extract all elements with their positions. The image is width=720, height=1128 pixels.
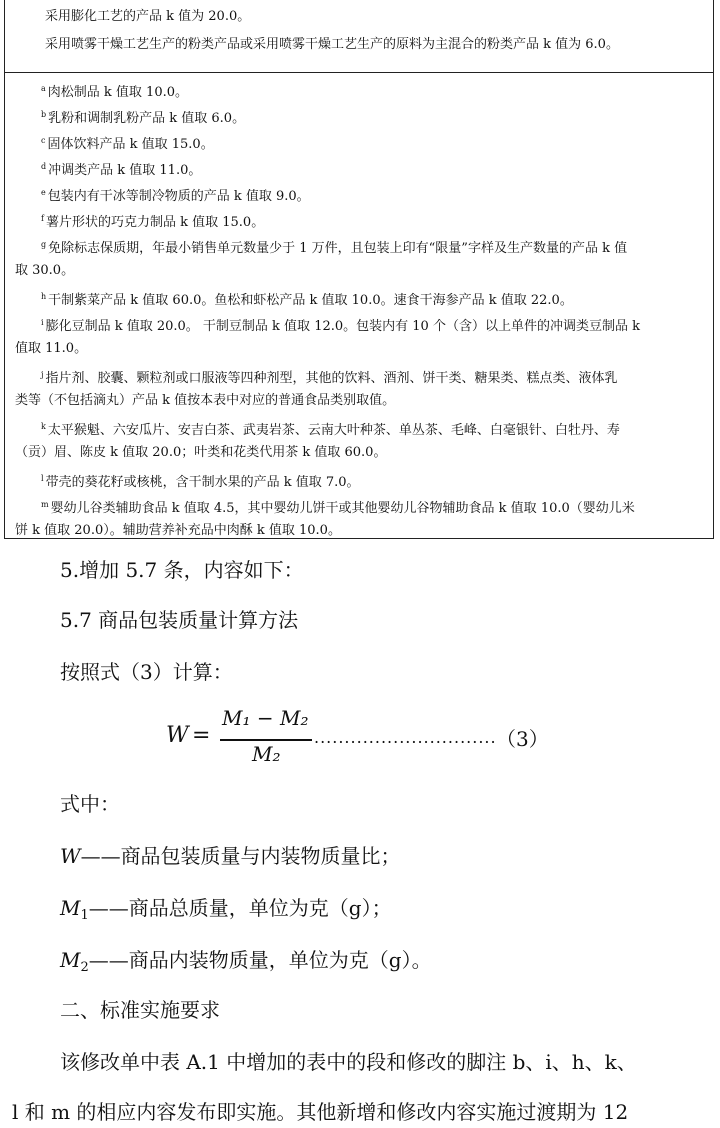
footnote-a: $^a$ 肉松制品 k 值取 10.0。 bbox=[41, 84, 189, 100]
formula-equals: = bbox=[192, 723, 211, 748]
formula-3 bbox=[166, 706, 566, 768]
footnote-d: $^d$ 冲调类产品 k 值取 11.0。 bbox=[41, 162, 202, 178]
definition-w: W——商品包装质量与内装物质量比； bbox=[60, 844, 401, 868]
paragraph-implementation-1: 该修改单中表 A.1 中增加的表中的段和修改的脚注 b、i、h、k、 bbox=[60, 1050, 637, 1074]
footnote-k-cont: （贡）眉、陈皮 k 值取 20.0；叶类和花类代用茶 k 值取 60.0。 bbox=[15, 445, 387, 460]
fraction-bar bbox=[220, 739, 312, 741]
table-row-text: 采用膨化工艺的产品 k 值为 20.0。 bbox=[45, 9, 251, 24]
footnote-m-cont: 饼 k 值取 20.0）。辅助营养补充品中肉酥 k 值取 10.0。 bbox=[15, 523, 341, 538]
definition-m2: $M_2——$商品内装物质量，单位为克（g）。 bbox=[60, 948, 432, 975]
footnote-h: $^h$ 干制紫菜产品 k 值取 60.0。鱼松和虾松产品 k 值取 10.0。速食干海参产品 k 值取 22.0。 bbox=[41, 292, 573, 308]
footnote-g-cont: 取 30.0。 bbox=[15, 263, 75, 278]
paragraph-implementation-2: l 和 m 的相应内容发布即实施。其他新增和修改内容实施过渡期为 12 bbox=[12, 1100, 629, 1124]
table-top-row bbox=[5, 0, 713, 73]
formula-numerator: M₁ − M₂ bbox=[222, 706, 309, 730]
table-row-text: 采用喷雾干燥工艺生产的粉类产品或采用喷雾干燥工艺生产的原料为主混合的粉类产品 k 值为 6.0。 bbox=[45, 37, 619, 52]
formula-lhs: W bbox=[166, 723, 189, 748]
formula-number: （3） bbox=[496, 727, 549, 751]
paragraph-add-clause: 5.增加 5.7 条，内容如下： bbox=[60, 558, 304, 582]
footnote-b: $^b$ 乳粉和调制乳粉产品 k 值取 6.0。 bbox=[41, 110, 246, 126]
footnote-l: $^l$ 带壳的葵花籽或核桃，含干制水果的产品 k 值取 7.0。 bbox=[41, 474, 360, 490]
paragraph-calc-intro: 按照式（3）计算： bbox=[60, 660, 233, 684]
formula-leader-dots: .............................. bbox=[314, 728, 497, 747]
footnote-f: $^f$ 薯片形状的巧克力制品 k 值取 15.0。 bbox=[41, 214, 265, 230]
footnote-j-cont: 类等（不包括滴丸）产品 k 值按本表中对应的普通食品类别取值。 bbox=[15, 393, 396, 408]
section-heading-5-7: 5.7 商品包装质量计算方法 bbox=[60, 608, 299, 632]
footnote-i: $^i$ 膨化豆制品 k 值取 20.0。 干制豆制品 k 值取 12.0。包装内有 10 个（含）以上单件的冲调类豆制品 k bbox=[41, 318, 640, 334]
footnote-m: $^m$ 婴幼儿谷类辅助食品 k 值取 4.5，其中婴幼儿饼干或其他婴幼儿谷物辅助食品 k 值取 10.0（婴幼儿米 bbox=[41, 500, 635, 516]
footnote-k: $^k$ 太平猴魁、六安瓜片、安吉白茶、武夷岩茶、云南大叶种茶、单丛茶、毛峰、白毫银针、白牡丹、寿 bbox=[41, 422, 620, 438]
formula-denominator: M₂ bbox=[252, 742, 281, 766]
definition-m1: $M_1——$商品总质量，单位为克（g）； bbox=[60, 896, 392, 923]
footnote-table bbox=[4, 0, 714, 539]
footnote-g: $^g$ 免除标志保质期，年最小销售单元数量少于 1 万件，且包装上印有“限量”字样及生产数量的产品 k 值 bbox=[41, 240, 628, 256]
footnote-j: $^j$ 指片剂、胶囊、颗粒剂或口服液等四种剂型，其他的饮料、酒剂、饼干类、糖果类、糕点类、液体乳 bbox=[41, 370, 618, 386]
where-label: 式中： bbox=[60, 792, 120, 816]
footnote-c: $^c$ 固体饮料产品 k 值取 15.0。 bbox=[41, 136, 214, 152]
footnote-e: $^e$ 包装内有干冰等制冷物质的产品 k 值取 9.0。 bbox=[41, 188, 310, 204]
footnote-i-cont: 值取 11.0。 bbox=[15, 341, 88, 356]
section-heading-implementation: 二、标准实施要求 bbox=[60, 998, 220, 1022]
